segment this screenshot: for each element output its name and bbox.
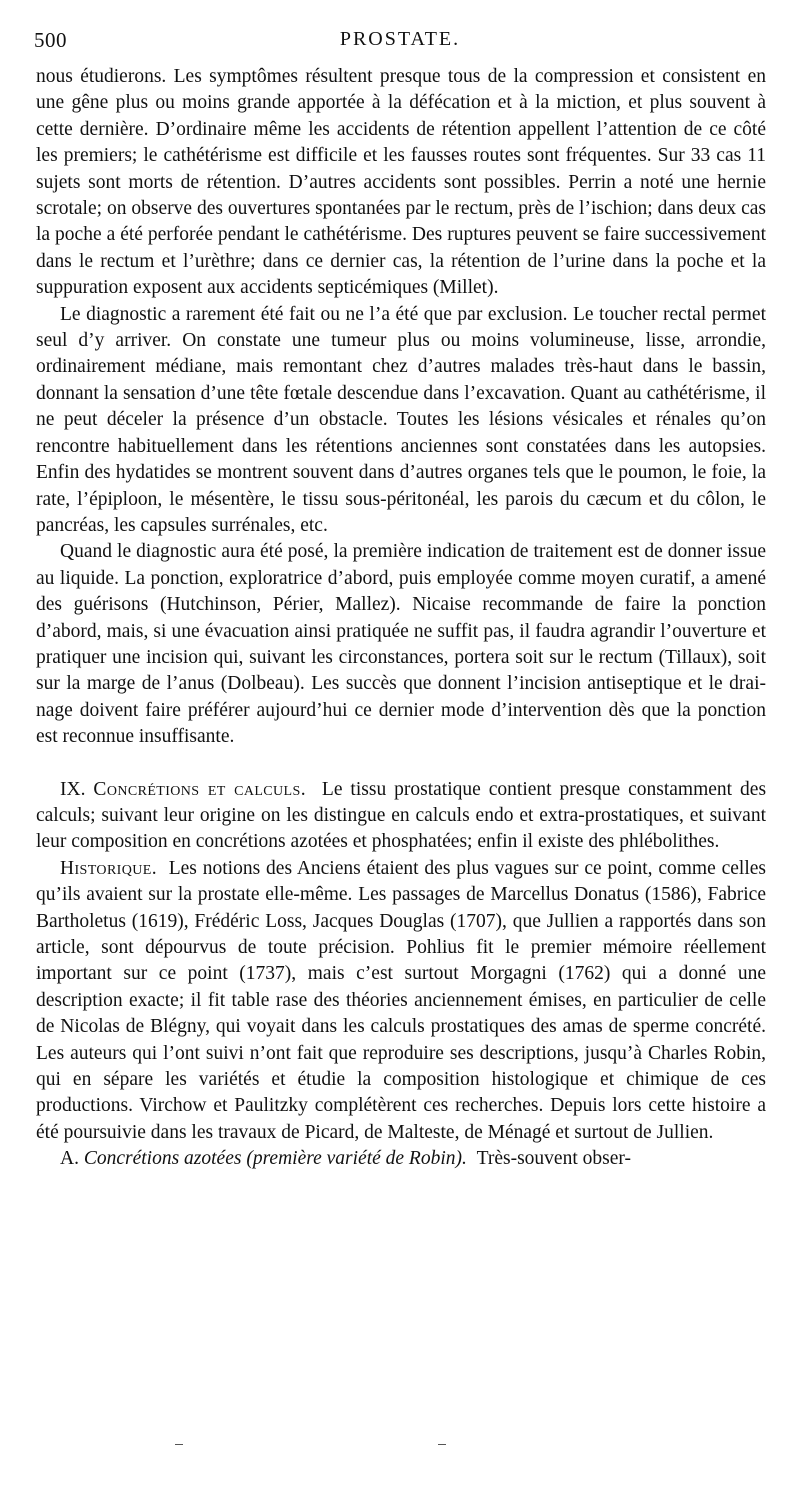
running-title: PROSTATE. bbox=[339, 28, 461, 50]
section-intro-text: Le tissu prostatique contient presque constamment des calculs; suivant leur origine on les distingue en calculs endo et extra-prostatiques, et suivant leur composition en concrétions azotées et phosphatées; enfin il existe des phlébolithes. bbox=[36, 778, 767, 853]
historique-heading: Historique. bbox=[60, 857, 157, 879]
historique-text: Les notions des Anciens étaient des plus vagues sur ce point, comme celles qu’ils avaient sur la prostate elle-même. Les passages de Marcellus Donatus (1586), Fabrice Bartholetus (1619), Frédéric Loss, Jacques Douglas (1707), que Jullien a rapportés dans son article, sont dépourvus de toute précision. Pohlius fit le premier mémoire réellement important sur ce point (1737), mais c’est surtout Morgagni (1762) qui a donné une description exacte; il fit table rase des théories anciennement émises, en particulier de celle de Nicolas de Blégny, qui voyait dans les calculs prostatiques des amas de sperme concrété. Les auteurs qui l’ont suivi n’ont fait que reproduire ses descriptions, jusqu’à Charles Robin, qui en sépare les variétés et étudie la composition histologique et chimique de ces productions. Virchow et Paulitzky complétèrent ces recherches. Depuis lors cette histoire a été poursuivie dans les travaux de Picard, de Malteste, de Ménagé et surtout de Jullien. bbox=[36, 857, 767, 1143]
paragraph-concretions-azotees bbox=[36, 1146, 766, 1172]
subsection-letter: A. bbox=[60, 1148, 79, 1170]
page-header bbox=[34, 28, 766, 62]
scan-mark bbox=[438, 1444, 446, 1445]
section-ix-intro bbox=[36, 777, 766, 856]
paragraph-diagnosis: Le diagnostic a rarement été fait ou ne l’a été que par exclusion. Le toucher rectal permet seul d’y arriver. On constate une tumeur plus ou moins volumineuse, lisse, arrondie, ordinairement médiane, mais remontant chez d’autres malades très-haut dans le bassin, donnant la sensation d’une tête fœtale descendue dans l’excavation. Quant au cathétérisme, il ne peut déceler la présence d’un obstacle. Toutes les lésions vésicales et rénales qu’on rencontre habituellement dans les rétentions anciennes sont constatées dans les autopsies. Enfin des hydatides se montrent souvent dans d’autres organes tels que le poumon, le foie, la rate, l’épiploon, le mésentère, le tissu sous-péritonéal, les parois du cæcum et du côlon, le pancréas, les capsules surrénales, etc. bbox=[36, 303, 766, 536]
scan-mark bbox=[175, 1444, 183, 1445]
scan-marks bbox=[0, 1440, 800, 1450]
subsection-text: Très-souvent obser- bbox=[476, 1148, 631, 1170]
body-text bbox=[36, 64, 766, 1173]
paragraph-treatment: Quand le diagnostic aura été posé, la première indication de traitement est de donner issue au liquide. La ponction, exploratrice d’abord, puis employée comme moyen curatif, a amené des guérisons (Hutchinson, Périer, Mallez). Nicaise recommande de faire la ponction d’abord, mais, si une évacuation ainsi pratiquée ne suffit pas, il faudra agrandir l’ouverture et pratiquer une incision qui, suivant les circonstances, portera soit sur le rectum (Tillaux), soit sur la marge de l’anus (Dolbeau). Les succès que donnent l’incision antiseptique et le drainage doivent faire préférer aujourd’hui ce dernier mode d’intervention dès que la ponction est reconnue insuffisante. bbox=[36, 541, 766, 748]
paragraph-symptoms: nous étudierons. Les symptômes résultent presque tous de la compression et consistent en une gêne plus ou moins grande apportée à la défécation et à la miction, et plus souvent à cette dernière. D’ordinaire même les accidents de rétention appellent l’attention de ce côté les premiers; le cathétérisme est difficile et les fausses routes sont fréquentes. Sur 33 cas 11 sujets sont morts de rétention. D’autres accidents sont possibles. Perrin a noté une hernie scrotale; on observe des ouvertures spontanées par le rectum, près de l’ischion; dans deux cas la poche a été perforée pendant le cathétérisme. Des ruptures peuvent se faire successivement dans le rectum et l’urèthre; dans ce dernier cas, la rétention de l’urine dans la poche et la suppuration exposent aux accidents septicémiques (Millet). bbox=[36, 66, 766, 299]
paragraph-historique bbox=[36, 856, 766, 1146]
section-heading: Concrétions et calculs. bbox=[93, 778, 306, 800]
subsection-heading: Concrétions azotées (première variété de Robin). bbox=[83, 1148, 467, 1170]
page-number: 500 bbox=[34, 28, 67, 52]
section-number: IX. bbox=[60, 778, 86, 800]
